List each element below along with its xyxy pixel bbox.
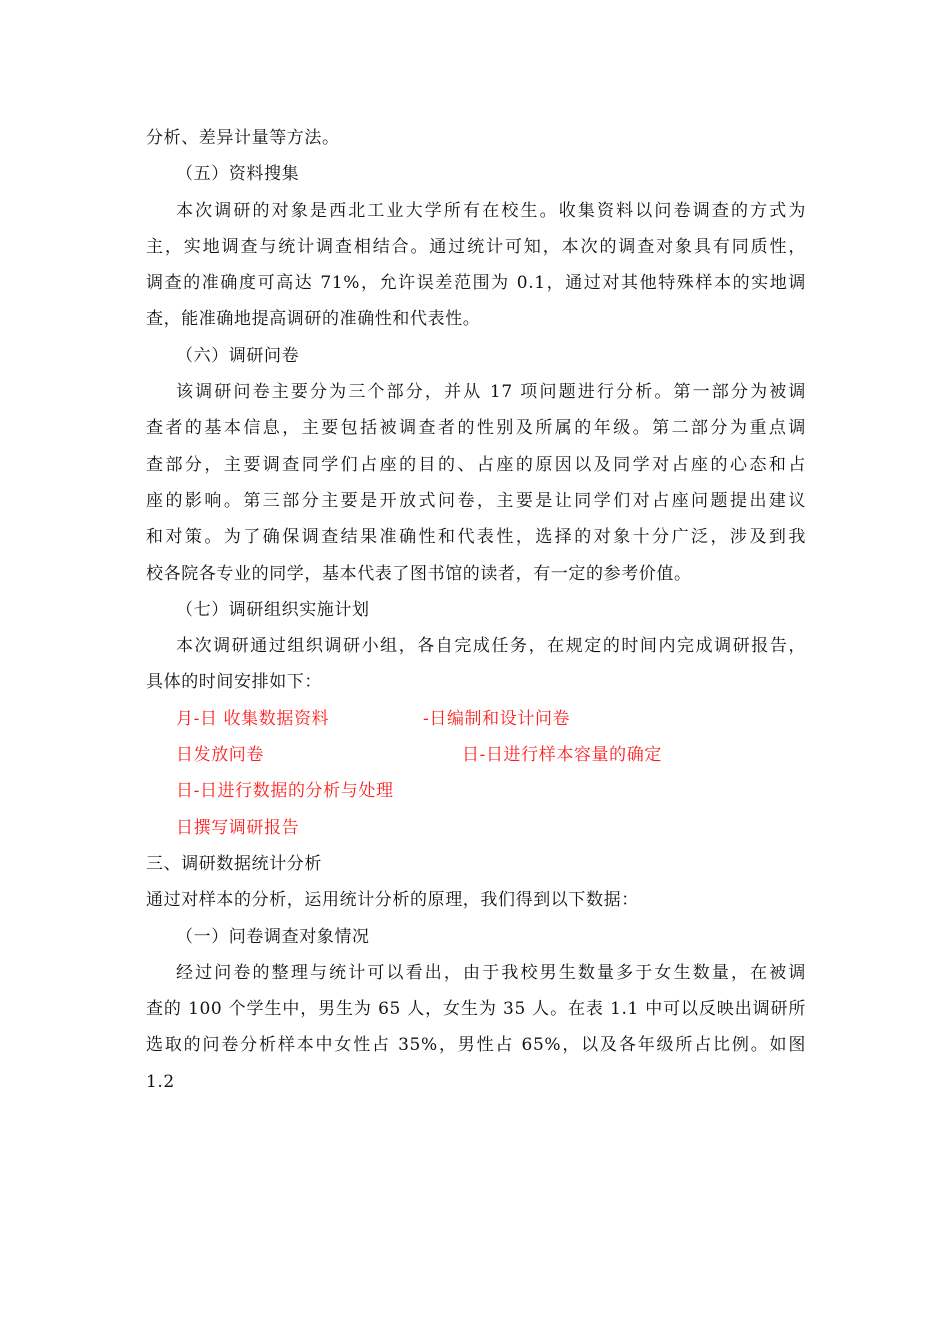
paragraph-line: 和对策。为了确保调查结果准确性和代表性，选择的对象十分广泛，涉及到我: [146, 527, 806, 548]
paragraph-line: 查的 100 个学生中，男生为 65 人，女生为 35 人。在表 1.1 中可以反映出调研所: [146, 999, 806, 1020]
paragraph-line: 本次调研通过组织调研小组，各自完成任务，在规定的时间内完成调研报告，: [176, 636, 806, 657]
document-page: [146, 120, 806, 1100]
schedule-row: [146, 737, 806, 773]
paragraph-line: 查部分，主要调查同学们占座的目的、占座的原因以及同学对占座的心态和占: [146, 454, 806, 475]
paragraph-line: 具体的时间安排如下：: [146, 672, 322, 693]
schedule-item: 日-日进行数据的分析与处理: [176, 781, 394, 802]
chapter-heading: 三、调研数据统计分析: [146, 853, 322, 874]
schedule-item: -日编制和设计问卷: [423, 708, 571, 729]
schedule-row: [146, 701, 806, 737]
paragraph-line: 经过问卷的整理与统计可以看出，由于我校男生数量多于女生数量，在被调: [176, 962, 806, 983]
section-heading-5: （五）资料搜集: [176, 164, 300, 185]
paragraph-line: 校各院各专业的同学，基本代表了图书馆的读者，有一定的参考价值。: [146, 563, 692, 584]
schedule-item: 日撰写调研报告: [176, 817, 300, 838]
section-heading-7: （七）调研组织实施计划: [176, 599, 370, 620]
paragraph-line: 通过对样本的分析，运用统计分析的原理，我们得到以下数据：: [146, 890, 639, 911]
paragraph-line: 该调研问卷主要分为三个部分，并从 17 项问题进行分析。第一部分为被调: [176, 382, 806, 403]
paragraph-line: 查，能准确地提高调研的准确性和代表性。: [146, 309, 481, 330]
schedule-item: 月-日 收集数据资料: [176, 708, 330, 729]
paragraph-line: 主，实地调查与统计调查相结合。通过统计可知，本次的调查对象具有同质性，: [146, 236, 806, 257]
section-heading-6: （六）调研问卷: [176, 345, 300, 366]
schedule-item: 日发放问卷: [176, 745, 264, 766]
schedule-item: 日-日进行样本容量的确定: [462, 745, 662, 766]
paragraph-line: 查者的基本信息，主要包括被调查者的性别及所属的年级。第二部分为重点调: [146, 418, 806, 439]
paragraph-line: 1.2: [146, 1071, 175, 1092]
paragraph-line: 调查的准确度可高达 71%，允许误差范围为 0.1，通过对其他特殊样本的实地调: [146, 273, 806, 294]
paragraph-line: 选取的问卷分析样本中女性占 35%，男性占 65%，以及各年级所占比例。如图: [146, 1035, 806, 1056]
paragraph-line: 本次调研的对象是西北工业大学所有在校生。收集资料以问卷调查的方式为: [176, 200, 806, 221]
paragraph-line: 座的影响。第三部分主要是开放式问卷，主要是让同学们对占座问题提出建议: [146, 490, 806, 511]
section-heading-1: （一）问卷调查对象情况: [176, 926, 370, 947]
paragraph-line: 分析、差异计量等方法。: [146, 128, 340, 148]
